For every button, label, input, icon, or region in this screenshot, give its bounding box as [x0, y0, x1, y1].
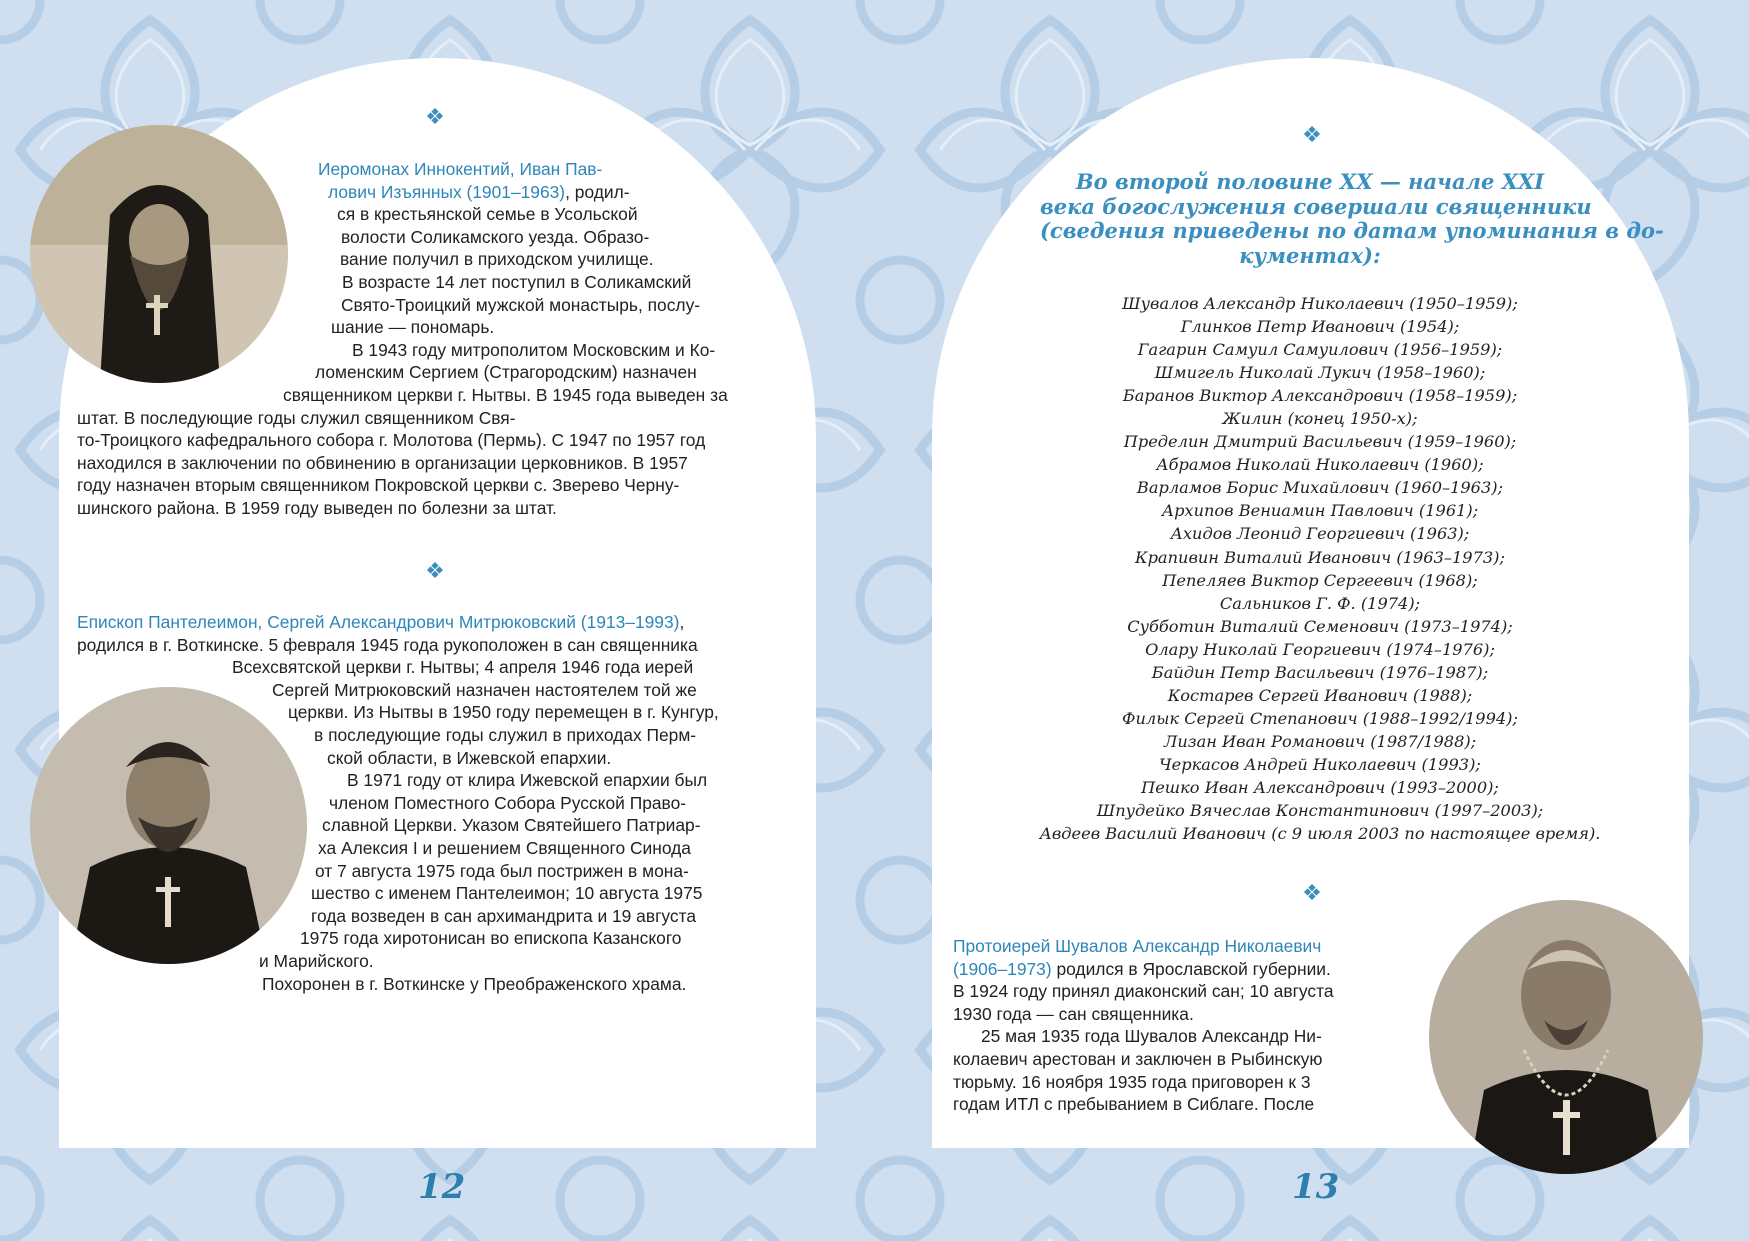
- text-line: года возведен в сан архимандрита и 19 августа: [311, 905, 697, 926]
- text-line: ской области, в Ижевской епархии.: [327, 747, 612, 768]
- bio-panteleimon: [0, 611, 800, 995]
- text-line: годам ИТЛ с пребыванием в Сиблаге. После: [953, 1094, 1315, 1115]
- text-line: Всехсвятской церкви г. Нытвы; 4 апреля 1946 года иерей: [232, 657, 694, 678]
- heading-line: Во второй половине XX — начале XXI: [1075, 169, 1545, 194]
- clergy-list-item: Пепеляев Виктор Сергеевич (1968);: [1162, 570, 1478, 590]
- heading-line: века богослужения совершали священники: [1040, 193, 1592, 219]
- text-line: ся в крестьянской семье в Усольской: [337, 204, 638, 225]
- clergy-list-item: Баранов Виктор Александрович (1958–1959);: [1122, 386, 1518, 406]
- text-line: церкви. Из Нытвы в 1950 году перемещен в г. Кунгур,: [288, 702, 719, 723]
- text-line: тюрьму. 16 ноября 1935 года приговорен к 3: [953, 1071, 1311, 1092]
- text-line: 1975 года хиротонисан во епископа Казанского: [300, 928, 682, 949]
- clergy-list: [990, 292, 1650, 845]
- clergy-list-item: Олару Николай Георгиевич (1974–1976);: [1145, 639, 1495, 659]
- text-line: 25 мая 1935 года Шувалов Александр Ни-: [981, 1026, 1322, 1047]
- text-line: штат. В последующие годы служил священником Свя-: [77, 407, 516, 428]
- text-line: от 7 августа 1975 года был пострижен в мона-: [315, 860, 689, 881]
- text-line: Епископ Пантелеимон, Сергей Александрович Митрюковский (1913–1993),: [77, 612, 685, 632]
- text-line: вание получил в приходском училище.: [340, 249, 654, 270]
- ornament-divider: ❖: [425, 104, 445, 129]
- text-line: ломенским Сергием (Страгородским) назначен: [315, 362, 697, 383]
- clergy-list-item: Крапивин Виталий Иванович (1963–1973);: [1135, 547, 1505, 567]
- text-line: находился в заключении по обвинению в организации церковников. В 1957: [77, 452, 688, 473]
- text-line: году назначен вторым священником Покровской церкви с. Зверево Черну-: [77, 475, 680, 496]
- ornament-divider: ❖: [1302, 880, 1322, 905]
- clergy-list-item: Шпудейко Вячеслав Константинович (1997–2003);: [1096, 801, 1544, 821]
- page-number-left: 12: [418, 1167, 466, 1207]
- clergy-list-item: Архипов Вениамин Павлович (1961);: [1161, 501, 1479, 521]
- text-line: шинского района. В 1959 году выведен по болезни за штат.: [77, 497, 557, 518]
- text-line: (1906–1973) родился в Ярославской губернии.: [953, 958, 1331, 979]
- text-line: волости Соликамского уезда. Образо-: [341, 226, 650, 247]
- text-line: то-Троицкого кафедрального собора г. Молотова (Пермь). С 1947 по 1957 год: [77, 430, 706, 451]
- clergy-list-item: Костарев Сергей Иванович (1988);: [1167, 685, 1473, 705]
- text-line: членом Поместного Собора Русской Право-: [329, 792, 687, 813]
- text-line: в последующие годы служил в приходах Перм-: [314, 724, 697, 745]
- clergy-list-item: Глинков Петр Иванович (1954);: [1180, 317, 1460, 337]
- text-line: Свято-Троицкий мужской монастырь, послу-: [341, 294, 701, 315]
- text-line: Похоронен в г. Воткинске у Преображенского храма.: [262, 973, 687, 994]
- text-line: В 1924 году принял диаконский сан; 10 августа: [953, 981, 1334, 1002]
- clergy-list-item: Субботин Виталий Семенович (1973–1974);: [1127, 616, 1513, 636]
- clergy-list-item: Черкасов Андрей Николаевич (1993);: [1159, 754, 1481, 774]
- clergy-list-item: Абрамов Николай Николаевич (1960);: [1156, 455, 1484, 475]
- clergy-list-item: Гагарин Самуил Самуилович (1956–1959);: [1137, 340, 1503, 360]
- section-heading: [1040, 169, 1664, 268]
- text-line: 1930 года — сан священника.: [953, 1003, 1194, 1024]
- text-line: Протоиерей Шувалов Александр Николаевич: [953, 936, 1322, 956]
- clergy-list-item: Ахидов Леонид Георгиевич (1963);: [1170, 524, 1470, 544]
- text-line: лович Изъянных (1901–1963), родил-: [328, 181, 630, 202]
- ornament-divider: ❖: [425, 558, 445, 583]
- clergy-list-item: Варламов Борис Михайлович (1960–1963);: [1136, 478, 1504, 498]
- clergy-list-item: Шмигель Николай Лукич (1958–1960);: [1154, 363, 1486, 383]
- clergy-list-item: Шувалов Александр Николаевич (1950–1959);: [1122, 294, 1518, 313]
- text-line: В 1943 году митрополитом Московским и Ко-: [352, 339, 716, 360]
- text-line: славной Церкви. Указом Святейшего Патриар-: [322, 815, 701, 836]
- clergy-list-item: Авдеев Василий Иванович (с 9 июля 2003 по настоящее время).: [1039, 824, 1601, 844]
- bio-innokenty: [0, 158, 800, 520]
- text-line: шание — пономарь.: [331, 317, 495, 338]
- text-line: колаевич арестован и заключен в Рыбинскую: [953, 1048, 1323, 1069]
- clergy-list-item: Сальников Г. Ф. (1974);: [1219, 593, 1421, 613]
- text-line: Сергей Митрюковский назначен настоятелем той же: [272, 679, 697, 700]
- heading-line: (сведения приведены по датам упоминания в до-: [1040, 218, 1664, 243]
- text-line: родился в г. Воткинске. 5 февраля 1945 года рукоположен в сан священника: [77, 634, 698, 655]
- heading-line: кументах):: [1239, 242, 1381, 268]
- portrait-photo-shuvalov: [1429, 900, 1703, 1174]
- text-line: и Марийского.: [259, 950, 374, 971]
- clergy-list-item: Пешко Иван Александрович (1993–2000);: [1141, 777, 1499, 797]
- text-line: Иеромонах Иннокентий, Иван Пав-: [318, 159, 603, 179]
- text-line: шество с именем Пантелеимон; 10 августа 1975: [311, 883, 703, 904]
- text-line: В 1971 году от клира Ижевской епархии был: [347, 770, 708, 791]
- bio-shuvalov: [953, 935, 1433, 1116]
- clergy-list-item: Байдин Петр Васильевич (1976–1987);: [1151, 662, 1489, 682]
- text-line: священником церкви г. Нытвы. В 1945 года выведен за: [283, 384, 728, 405]
- clergy-list-item: Жилин (конец 1950-х);: [1222, 409, 1418, 429]
- ornament-divider: ❖: [1302, 122, 1322, 147]
- page-number-right: 13: [1292, 1167, 1340, 1207]
- clergy-list-item: Филык Сергей Степанович (1988–1992/1994);: [1122, 708, 1518, 728]
- clergy-list-item: Пределин Дмитрий Васильевич (1959–1960);: [1123, 432, 1517, 452]
- text-line: В возрасте 14 лет поступил в Соликамский: [342, 271, 692, 292]
- text-line: ха Алексия I и решением Священного Синода: [318, 837, 691, 858]
- clergy-list-item: Лизан Иван Романович (1987/1988);: [1163, 731, 1477, 751]
